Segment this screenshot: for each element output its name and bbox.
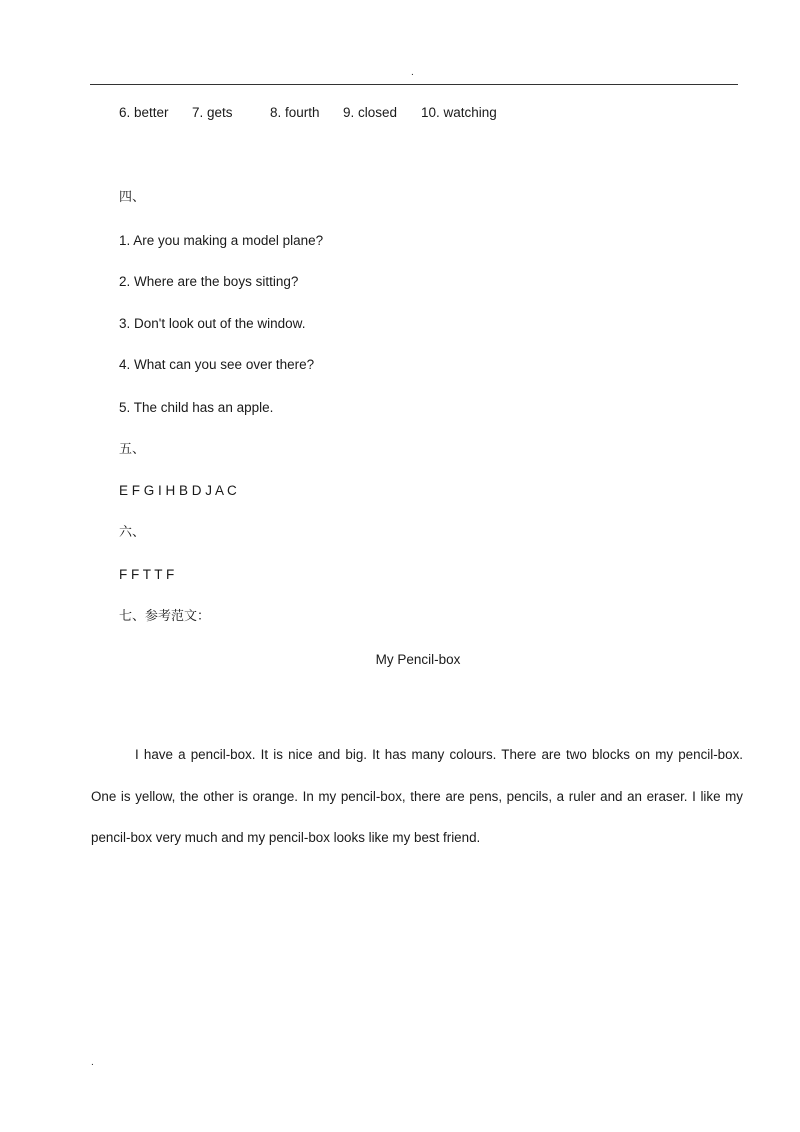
answer-10: 10. watching — [421, 105, 497, 120]
section4-item-3: 3. Don't look out of the window. — [119, 316, 306, 331]
section6-answer: F F T T F — [119, 567, 175, 582]
section4-item-5: 5. The child has an apple. — [119, 400, 274, 415]
answer-6: 6. better — [119, 105, 169, 120]
section5-heading: 五、 — [119, 442, 146, 457]
section4-item-1: 1. Are you making a model plane? — [119, 233, 324, 248]
essay-title: My Pencil-box — [375, 652, 461, 667]
section3-answers-row — [0, 104, 800, 124]
section6-heading: 六、 — [119, 525, 146, 540]
essay-body: I have a pencil-box. It is nice and big. It has many colours. There are two blocks on my pencil-box. One is yellow, the other is orange. In my pencil-box, there are pens, pencils, a ruler and an eraser. I like my pencil-box very much and my pencil-box looks like my best friend. — [91, 747, 743, 845]
section4-heading: 四、 — [119, 190, 146, 205]
section7-heading: 七、参考范文： — [119, 609, 211, 624]
footer-dot: . — [91, 1057, 94, 1068]
header-rule — [90, 84, 738, 85]
answer-8: 8. fourth — [270, 105, 320, 120]
section4-item-2: 2. Where are the boys sitting? — [119, 274, 299, 289]
section4-item-4: 4. What can you see over there? — [119, 357, 315, 372]
answer-7: 7. gets — [192, 105, 233, 120]
answer-9: 9. closed — [343, 105, 398, 120]
header-dot: . — [411, 67, 414, 78]
section5-answer: E F G I H B D J A C — [119, 483, 237, 498]
